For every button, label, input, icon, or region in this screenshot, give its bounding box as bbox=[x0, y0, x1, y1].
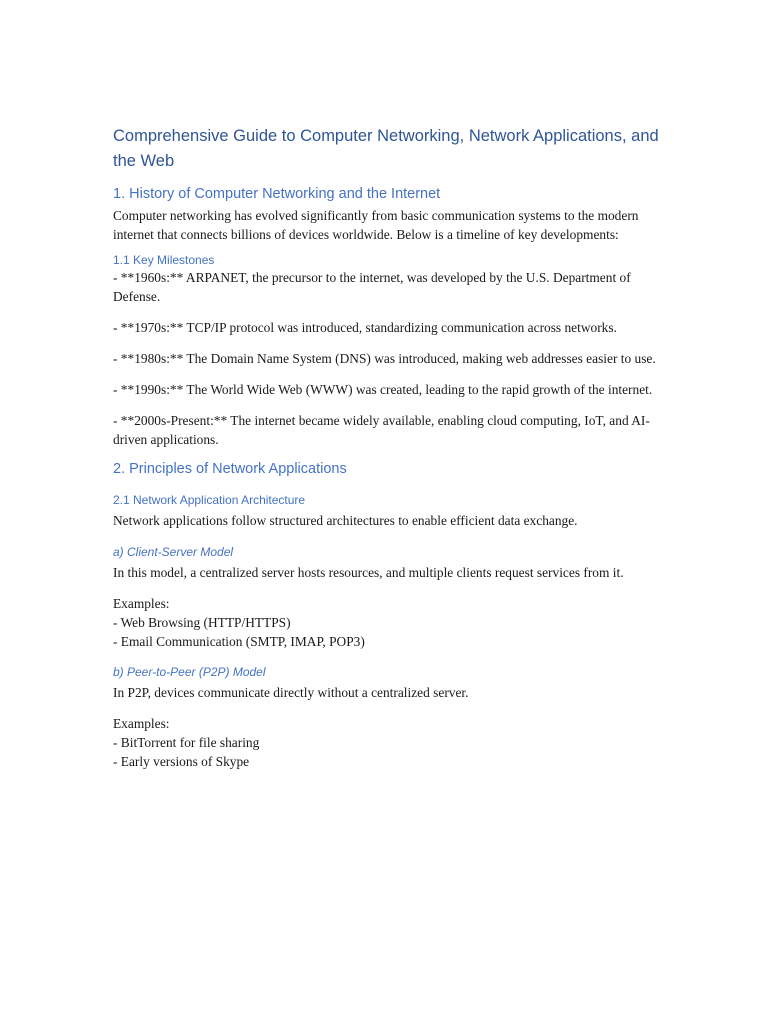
example-item: - Email Communication (SMTP, IMAP, POP3) bbox=[113, 634, 365, 649]
milestone-item: - **1970s:** TCP/IP protocol was introduced, standardizing communication across networks. bbox=[113, 320, 617, 335]
client-server-description: In this model, a centralized server hosts resources, and multiple clients request services from it. bbox=[113, 565, 624, 580]
document-title: Comprehensive Guide to Computer Networking, Network Applications, and the Web bbox=[113, 127, 659, 170]
client-server-examples bbox=[113, 594, 663, 651]
example-item: - BitTorrent for file sharing bbox=[113, 735, 260, 750]
milestone-item: - **1980s:** The Domain Name System (DNS) was introduced, making web addresses easier to use. bbox=[113, 351, 656, 366]
p2p-heading: b) Peer-to-Peer (P2P) Model bbox=[113, 665, 266, 679]
example-item: - Early versions of Skype bbox=[113, 754, 250, 769]
section-1-heading: 1. History of Computer Networking and the Internet bbox=[113, 186, 441, 202]
subsection-2-1-heading: 2.1 Network Application Architecture bbox=[113, 493, 306, 507]
example-item: - Web Browsing (HTTP/HTTPS) bbox=[113, 615, 291, 630]
milestone-item: - **1990s:** The World Wide Web (WWW) was created, leading to the rapid growth of the internet. bbox=[113, 382, 653, 397]
milestone-item: - **1960s:** ARPANET, the precursor to the internet, was developed by the U.S. Department of Defense. bbox=[113, 270, 631, 304]
section-1-intro: Computer networking has evolved significantly from basic communication systems to the modern internet that connects billions of devices worldwide. Below is a timeline of key developments: bbox=[113, 208, 639, 242]
subsection-1-1-heading: 1.1 Key Milestones bbox=[113, 253, 215, 267]
subsection-2-1-intro: Network applications follow structured architectures to enable efficient data exchange. bbox=[113, 513, 578, 528]
client-server-heading: a) Client-Server Model bbox=[113, 545, 234, 559]
p2p-description: In P2P, devices communicate directly without a centralized server. bbox=[113, 685, 469, 700]
examples-label: Examples: bbox=[113, 716, 170, 731]
p2p-examples bbox=[113, 714, 663, 771]
document-page bbox=[113, 124, 663, 783]
examples-label: Examples: bbox=[113, 596, 170, 611]
section-2-heading: 2. Principles of Network Applications bbox=[113, 461, 347, 477]
milestone-item: - **2000s-Present:** The internet became widely available, enabling cloud computing, IoT, and AI-driven applications. bbox=[113, 413, 650, 447]
